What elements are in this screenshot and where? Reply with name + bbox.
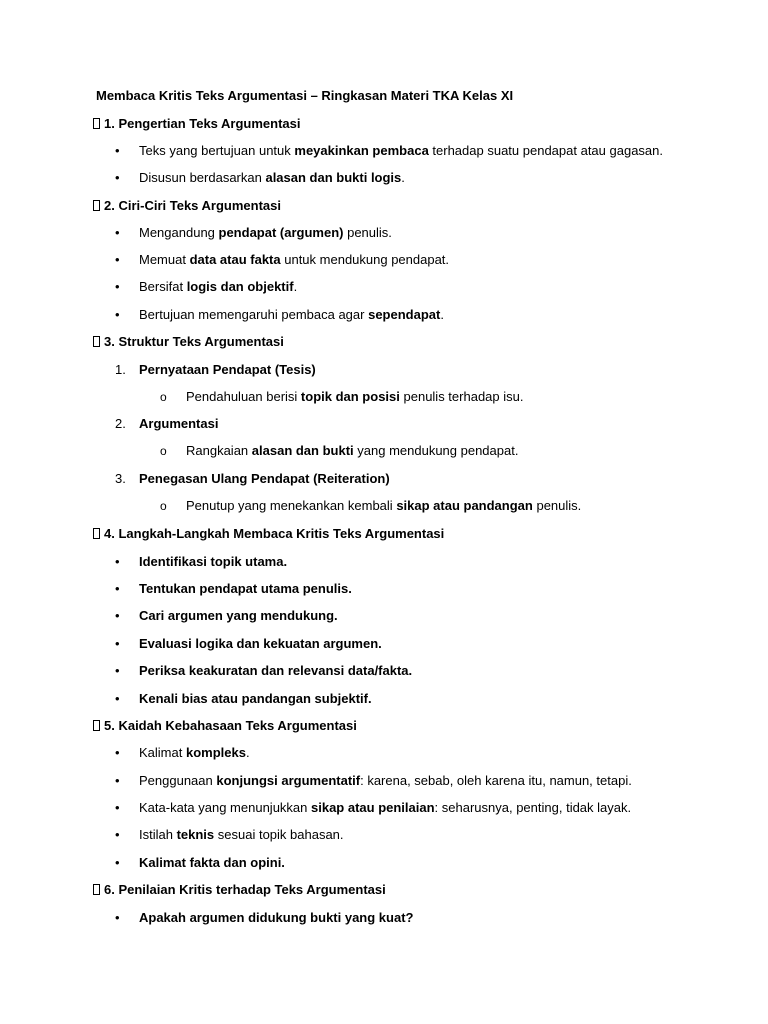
section-1-heading: 1. Pengertian Teks Argumentasi <box>93 116 301 131</box>
list-item: • Periksa keakuratan dan relevansi data/fakta. <box>115 663 413 678</box>
section-3-heading: 3. Struktur Teks Argumentasi <box>93 334 284 349</box>
list-item: • Cari argumen yang mendukung. <box>115 608 338 623</box>
sub-list-item: o Penutup yang menekankan kembali sikap atau pandangan penulis. <box>160 498 582 513</box>
list-item: • Disusun berdasarkan alasan dan bukti logis. <box>115 170 405 185</box>
checkbox-icon <box>93 200 100 211</box>
checkbox-icon <box>93 720 100 731</box>
list-item: • Tentukan pendapat utama penulis. <box>115 581 352 596</box>
list-item: • Istilah teknis sesuai topik bahasan. <box>115 827 344 842</box>
sub-list-item: o Pendahuluan berisi topik dan posisi penulis terhadap isu. <box>160 389 524 404</box>
list-item: • Teks yang bertujuan untuk meyakinkan pembaca terhadap suatu pendapat atau gagasan. <box>115 143 663 158</box>
list-item: • Bersifat logis dan objektif. <box>115 279 298 294</box>
numbered-item: 2. Argumentasi <box>115 416 219 431</box>
checkbox-icon <box>93 118 100 129</box>
document-title: Membaca Kritis Teks Argumentasi – Ringkasan Materi TKA Kelas XI <box>96 88 514 103</box>
list-item: • Evaluasi logika dan kekuatan argumen. <box>115 636 382 651</box>
checkbox-icon <box>93 884 100 895</box>
sub-list-item: o Rangkaian alasan dan bukti yang mendukung pendapat. <box>160 443 519 458</box>
checkbox-icon <box>93 528 100 539</box>
list-item: • Kenali bias atau pandangan subjektif. <box>115 691 372 706</box>
section-6-heading: 6. Penilaian Kritis terhadap Teks Argumentasi <box>93 882 386 897</box>
numbered-item: 1. Pernyataan Pendapat (Tesis) <box>115 362 316 377</box>
list-item: • Apakah argumen didukung bukti yang kuat? <box>115 910 414 925</box>
list-item: • Mengandung pendapat (argumen) penulis. <box>115 225 392 240</box>
checkbox-icon <box>93 336 100 347</box>
list-item: • Bertujuan memengaruhi pembaca agar sependapat. <box>115 307 444 322</box>
list-item: • Kalimat kompleks. <box>115 745 250 760</box>
section-2-heading: 2. Ciri-Ciri Teks Argumentasi <box>93 198 281 213</box>
list-item: • Kalimat fakta dan opini. <box>115 855 285 870</box>
numbered-item: 3. Penegasan Ulang Pendapat (Reiteration) <box>115 471 390 486</box>
section-5-heading: 5. Kaidah Kebahasaan Teks Argumentasi <box>93 718 357 733</box>
list-item: • Penggunaan konjungsi argumentatif: karena, sebab, oleh karena itu, namun, tetapi. <box>115 773 632 788</box>
list-item: • Identifikasi topik utama. <box>115 554 288 569</box>
list-item: • Memuat data atau fakta untuk mendukung pendapat. <box>115 252 450 267</box>
list-item: • Kata-kata yang menunjukkan sikap atau penilaian: seharusnya, penting, tidak layak. <box>115 800 632 815</box>
section-4-heading: 4. Langkah-Langkah Membaca Kritis Teks Argumentasi <box>93 526 444 541</box>
